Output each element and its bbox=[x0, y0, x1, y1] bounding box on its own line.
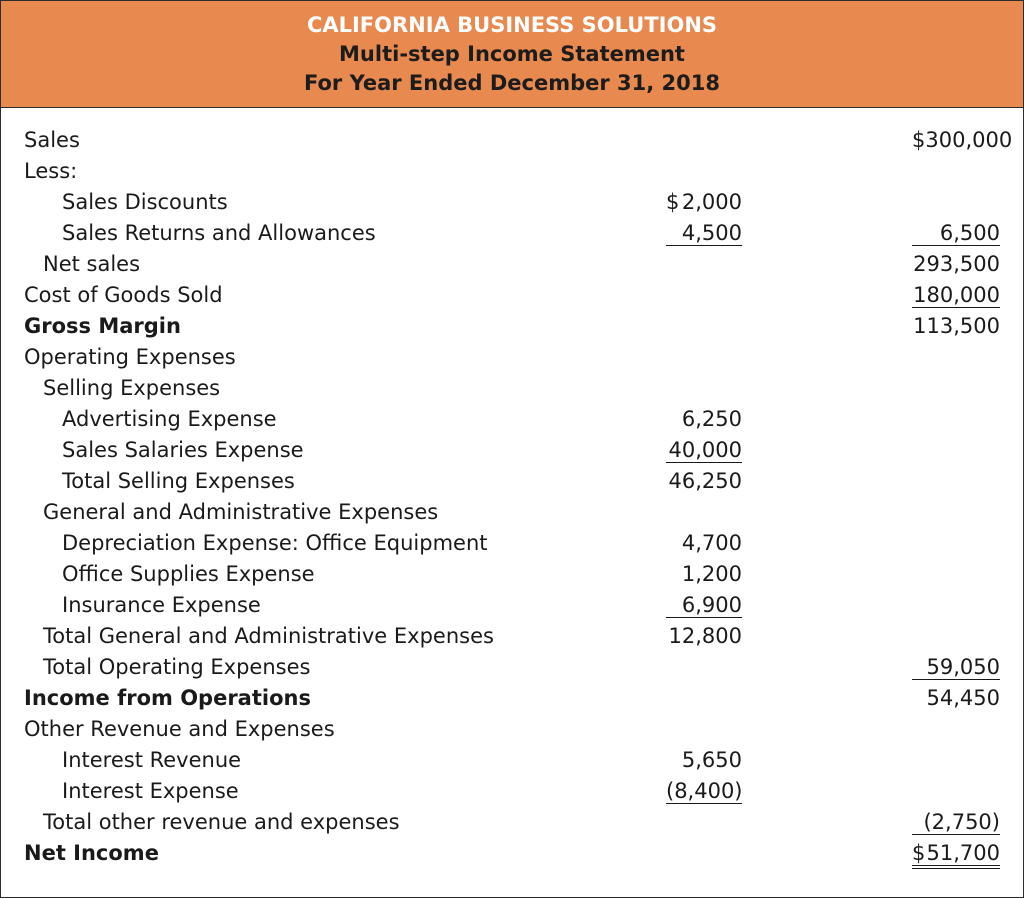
amount-detail: 46,250 bbox=[668, 469, 742, 493]
row-operating-expenses bbox=[1, 342, 1023, 373]
row-total-operating bbox=[1, 652, 1023, 683]
row-label: Advertising Expense bbox=[62, 407, 277, 431]
row-label: Total other revenue and expenses bbox=[43, 810, 400, 834]
row-advertising bbox=[1, 404, 1023, 435]
amount-detail: 40,000 bbox=[666, 435, 742, 463]
amount-total: 54,450 bbox=[926, 686, 1000, 710]
row-total-selling bbox=[1, 466, 1023, 497]
row-net-income bbox=[1, 838, 1023, 869]
row-total-ga bbox=[1, 621, 1023, 652]
row-label: Total Selling Expenses bbox=[62, 469, 295, 493]
row-ga-expenses bbox=[1, 497, 1023, 528]
amount-total: $300,000 bbox=[912, 128, 1013, 152]
row-label: Sales Salaries Expense bbox=[62, 438, 304, 462]
row-label: Less: bbox=[24, 159, 78, 183]
row-selling-expenses bbox=[1, 373, 1023, 404]
row-label: Sales Discounts bbox=[62, 190, 228, 214]
row-depreciation bbox=[1, 528, 1023, 559]
amount-detail: 5,650 bbox=[681, 748, 742, 772]
row-label: Total General and Administrative Expenses bbox=[43, 624, 494, 648]
row-other-rev-exp bbox=[1, 714, 1023, 745]
row-income-operations bbox=[1, 683, 1023, 714]
row-office-supplies bbox=[1, 559, 1023, 590]
row-sales-salaries bbox=[1, 435, 1023, 466]
amount-value: 2,000 bbox=[681, 190, 742, 214]
row-label: Interest Expense bbox=[62, 779, 239, 803]
row-sales-returns bbox=[1, 218, 1023, 249]
row-label: Net Income bbox=[24, 841, 159, 865]
row-gross-margin bbox=[1, 311, 1023, 342]
row-label: Selling Expenses bbox=[43, 376, 221, 400]
amount-total: 59,050 bbox=[912, 652, 1000, 680]
row-label: Net sales bbox=[43, 252, 141, 276]
amount-total: 180,000 bbox=[912, 280, 1000, 308]
row-label: Income from Operations bbox=[24, 686, 311, 710]
row-cogs bbox=[1, 280, 1023, 311]
row-label: Other Revenue and Expenses bbox=[24, 717, 335, 741]
dollar-sign: $ bbox=[912, 841, 926, 865]
row-sales-discounts bbox=[1, 187, 1023, 218]
row-label: Office Supplies Expense bbox=[62, 562, 315, 586]
amount-detail: 1,200 bbox=[681, 562, 742, 586]
amount-total: 293,500 bbox=[913, 252, 1000, 276]
row-label: Sales Returns and Allowances bbox=[62, 221, 376, 245]
row-label: Sales bbox=[24, 128, 80, 152]
row-interest-revenue bbox=[1, 745, 1023, 776]
amount-total: (2,750) bbox=[912, 807, 1000, 835]
row-label: Gross Margin bbox=[24, 314, 181, 338]
statement-header bbox=[1, 1, 1023, 108]
amount-value: 51,700 bbox=[926, 841, 1000, 865]
statement-period: For Year Ended December 31, 2018 bbox=[303, 70, 720, 95]
row-sales bbox=[1, 125, 1023, 156]
row-label: Interest Revenue bbox=[62, 748, 242, 772]
amount-detail: 4,500 bbox=[666, 218, 742, 246]
company-name: CALIFORNIA BUSINESS SOLUTIONS bbox=[306, 12, 718, 37]
amount-detail bbox=[666, 187, 742, 218]
row-label: General and Administrative Expenses bbox=[43, 500, 439, 524]
row-label: Depreciation Expense: Office Equipment bbox=[62, 531, 488, 555]
amount-detail: 4,700 bbox=[681, 531, 742, 555]
row-net-sales bbox=[1, 249, 1023, 280]
amount-detail: (8,400) bbox=[666, 776, 742, 804]
row-label: Cost of Goods Sold bbox=[24, 283, 223, 307]
statement-title: Multi-step Income Statement bbox=[339, 41, 685, 66]
row-interest-expense bbox=[1, 776, 1023, 807]
amount-detail: 6,250 bbox=[681, 407, 742, 431]
amount-total: 113,500 bbox=[913, 314, 1000, 338]
row-label: Insurance Expense bbox=[62, 593, 261, 617]
amount-total: 6,500 bbox=[912, 218, 1000, 246]
row-label: Operating Expenses bbox=[24, 345, 236, 369]
row-total-other bbox=[1, 807, 1023, 838]
row-insurance bbox=[1, 590, 1023, 621]
dollar-sign: $ bbox=[666, 190, 680, 214]
row-less bbox=[1, 156, 1023, 187]
amount-total bbox=[912, 838, 1000, 869]
row-label: Total Operating Expenses bbox=[43, 655, 311, 679]
amount-detail: 12,800 bbox=[668, 624, 742, 648]
amount-detail: 6,900 bbox=[666, 590, 742, 618]
